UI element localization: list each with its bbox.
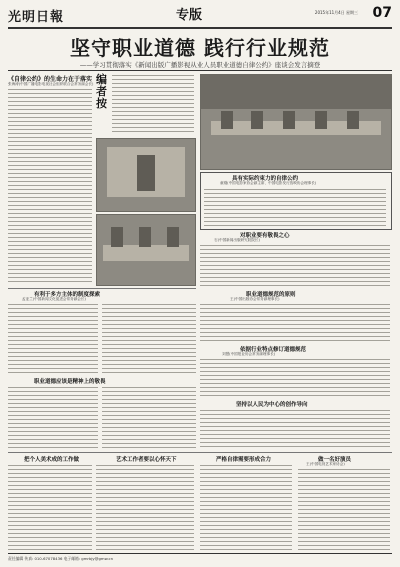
section-label: 专版 <box>176 8 203 23</box>
article-title: 坚持以人民为中心的创作导向 <box>236 402 308 408</box>
page-headline: 坚守职业道德 践行行业规范 <box>70 36 330 60</box>
article-body <box>8 386 98 450</box>
divider <box>8 288 196 289</box>
article-body <box>200 244 390 286</box>
article-title: 依据行业特点修订道德规范 <box>240 347 307 353</box>
article-body <box>8 464 92 552</box>
article-body <box>200 358 390 398</box>
article-title: 职业道德应该是精神上的敬畏 <box>34 379 106 385</box>
article-body <box>102 303 196 373</box>
article-title: 把个人美术成的工作做 <box>24 457 80 463</box>
article-body <box>8 88 92 284</box>
article-title: 《自律公约》的生命力在于落实 <box>8 76 93 83</box>
editor-note-label: 编者按 <box>96 73 107 110</box>
article-author: 张海涛(中国广播电影电视社会组织联合会常务副会长) <box>8 82 94 86</box>
article-body <box>298 468 390 552</box>
editor-note-body <box>112 74 194 132</box>
masthead <box>8 4 392 26</box>
article-body <box>200 464 292 552</box>
article-title: 做一名好演员 <box>318 457 352 463</box>
article-body <box>204 188 386 226</box>
article-author: 童刚(中国电影家协会副主席、中国电影发行放映协会理事长) <box>220 181 317 185</box>
article-author: 刘慧(中国报业协会常务副理事长) <box>222 352 276 356</box>
conference-photo <box>200 74 392 170</box>
footer-rule <box>8 553 392 554</box>
article-body <box>8 303 98 373</box>
article-title: 职业道德规范的原则 <box>246 292 296 298</box>
article-author: 王(中国出版协会常务副理事长) <box>230 297 280 301</box>
page-number: 07 <box>372 5 392 21</box>
article-title: 具有实际约束力的自律公约 <box>232 176 299 182</box>
page-footer: 责任编辑 传真: 010-67078436 电子邮箱: gmrbjy@gmw.cn <box>8 556 114 561</box>
article-body <box>200 409 390 449</box>
article-author: 王(中国电视艺术家协会) <box>306 462 345 466</box>
newspaper-logo: 光明日報 <box>8 10 65 25</box>
article-title: 严格自律需要形成合力 <box>216 457 272 463</box>
article-author: 孟亚兰(中国新闻文化促进会常务副会长) <box>22 297 86 301</box>
article-title: 对职业要有敬畏之心 <box>240 233 290 239</box>
headline-rule <box>8 70 392 71</box>
panel-photo <box>96 214 196 286</box>
page-subhead: ——学习贯彻落实《新闻出版广播影视从业人员职业道德自律公约》座谈会发言摘登 <box>79 61 321 69</box>
article-title: 艺术工作者要以心怀天下 <box>116 457 177 463</box>
divider <box>8 452 392 453</box>
article-author: 石(中国新闻出版研究院院长) <box>214 238 260 242</box>
article-body <box>102 386 196 450</box>
masthead-rule <box>8 27 392 29</box>
issue-date: 2015年11月4日 星期三 <box>314 10 358 15</box>
article-body <box>96 464 194 552</box>
speaker-photo <box>96 138 196 212</box>
article-body <box>200 303 390 343</box>
article-title: 有利于多方主体的制度探索 <box>34 292 101 298</box>
